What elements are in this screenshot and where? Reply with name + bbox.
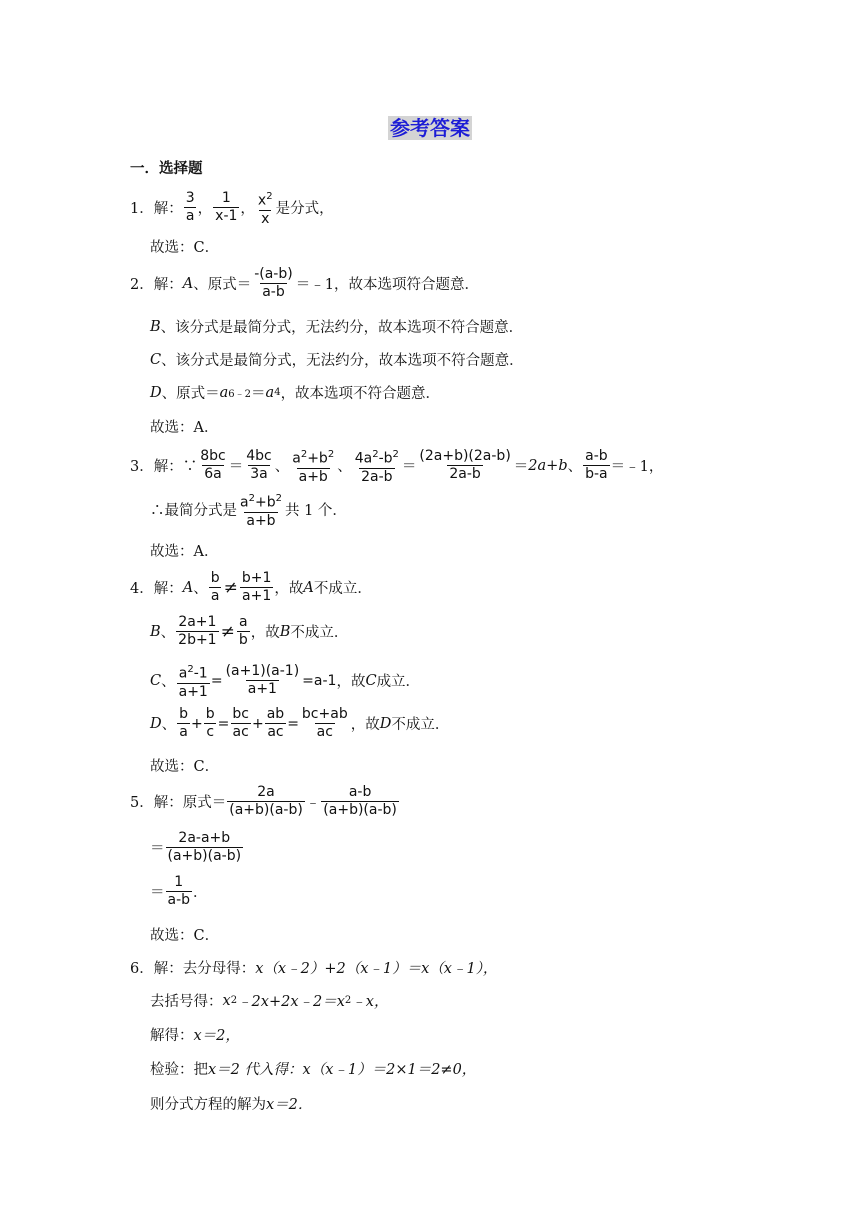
option-letter: A xyxy=(182,275,194,292)
denominator: c xyxy=(206,724,215,740)
exponent: 6﹣2 xyxy=(228,389,252,400)
minus: ﹣ xyxy=(305,795,321,811)
q6-line xyxy=(130,957,497,978)
result: 2a+b xyxy=(528,457,568,474)
exponent: 2 xyxy=(187,664,194,675)
q3-conclusion-suffix: 共 1 个． xyxy=(284,503,347,520)
step-label: 解得： xyxy=(150,1028,194,1044)
exponent: 4 xyxy=(274,387,281,398)
equals: ＝ xyxy=(150,841,165,857)
option-letter: C xyxy=(150,672,162,689)
fraction xyxy=(209,570,222,605)
numerator: b xyxy=(179,706,189,722)
denominator: (a+b)(a-b) xyxy=(229,802,303,818)
separator: 、 xyxy=(160,625,176,641)
q4-b-line xyxy=(150,614,348,649)
option-text: ，故本选项不符合题意． xyxy=(280,386,441,402)
q4-c-line xyxy=(150,661,420,701)
q5-step xyxy=(150,830,244,865)
numerator: 2a xyxy=(257,784,275,800)
option-text: ，故 xyxy=(350,717,380,733)
equals: = xyxy=(210,672,223,689)
result: =a-1 xyxy=(302,672,337,689)
q4-number: 4． xyxy=(130,581,154,597)
period: ． xyxy=(193,885,208,901)
equation: x＝2． xyxy=(266,1097,313,1113)
term: a xyxy=(240,494,249,511)
not-equal-symbol: ≠ xyxy=(223,577,238,598)
term: a xyxy=(292,450,301,467)
term: ﹣2x+2x﹣2＝x xyxy=(237,994,345,1010)
denominator: b xyxy=(238,632,248,648)
denominator: (a+b)(a-b) xyxy=(167,848,242,864)
exponent: 2 xyxy=(392,449,399,460)
denominator: 3a xyxy=(250,466,268,483)
exponent: 2 xyxy=(372,449,379,460)
plus: + xyxy=(191,715,203,732)
term: a xyxy=(178,665,188,682)
numerator: 2a+1 xyxy=(178,614,217,630)
option-letter: B xyxy=(150,623,161,640)
separator: 、 xyxy=(337,459,352,476)
option-text: 、原式＝ xyxy=(161,386,220,402)
q5-line xyxy=(130,784,400,819)
separator: 、 xyxy=(193,581,208,597)
fraction xyxy=(204,706,217,741)
option-letter: D xyxy=(379,715,392,732)
term: ﹣x， xyxy=(351,994,389,1010)
term: x xyxy=(222,992,231,1009)
exponent: 2 xyxy=(327,449,335,460)
not-equal-symbol: ≠ xyxy=(220,621,235,642)
q4-text: 不成立． xyxy=(313,581,372,597)
base: x xyxy=(257,192,267,209)
term: -b xyxy=(378,450,393,467)
option-text: 、该分式是最简分式，无法约分，故本选项不符合题意． xyxy=(160,320,524,336)
exponent: 2 xyxy=(230,995,238,1006)
q3-line xyxy=(130,446,663,486)
option-text: 成立． xyxy=(376,674,421,691)
numerator xyxy=(256,188,275,210)
numerator: a-b xyxy=(348,784,372,800)
step-label: 检验：把 xyxy=(150,1062,208,1078)
separator: 、 xyxy=(161,717,177,733)
option-text: ，故 xyxy=(250,625,280,641)
q2-text: 、原式＝ xyxy=(193,277,252,293)
denominator: ac xyxy=(232,724,249,740)
comma: ， xyxy=(240,201,255,218)
denominator: 2b+1 xyxy=(178,632,217,648)
fraction xyxy=(237,614,250,649)
equals: ＝ xyxy=(150,885,165,901)
q1-line xyxy=(130,188,334,228)
equals: = xyxy=(217,715,230,732)
numerator: (2a+b)(2a-b) xyxy=(419,448,511,465)
step-label: 则分式方程的解为 xyxy=(150,1097,266,1113)
denominator: 2a-b xyxy=(361,468,393,485)
q2-number: 2． xyxy=(130,277,154,293)
exponent: 2 xyxy=(266,191,273,202)
numerator: bc+ab xyxy=(301,706,348,722)
q3-answer: 故选：A． xyxy=(150,544,219,560)
denominator: a xyxy=(179,724,188,740)
q5-result xyxy=(150,874,208,909)
q3-suffix: ＝﹣1， xyxy=(610,459,664,476)
numerator: (a+1)(a-1) xyxy=(225,663,300,680)
q1-prefix: 解： xyxy=(153,201,183,218)
q6-step2 xyxy=(150,1024,240,1045)
q2-suffix: ＝﹣1，故本选项符合题意． xyxy=(295,277,479,293)
option-text: 不成立． xyxy=(290,625,349,641)
fraction xyxy=(321,784,399,819)
denominator: a+b xyxy=(246,512,276,529)
q6-step4 xyxy=(150,1093,312,1114)
equation: x＝2， xyxy=(193,1028,240,1044)
q6-step1 xyxy=(150,990,388,1011)
equation: x＝2 代入得：x（x﹣1）＝2×1＝2≠0， xyxy=(208,1062,477,1078)
q2-line xyxy=(130,266,479,301)
fraction xyxy=(252,266,295,301)
q4-line xyxy=(130,570,372,605)
separator: 、 xyxy=(274,459,290,476)
fraction xyxy=(176,614,218,649)
exponent: 2 xyxy=(275,493,282,504)
q4-prefix: 解： xyxy=(153,581,183,597)
equals: = xyxy=(287,715,299,732)
fraction xyxy=(166,830,244,865)
denominator: b-a xyxy=(585,466,608,483)
numerator: 1 xyxy=(174,874,184,890)
numerator xyxy=(353,446,401,468)
equals: ＝ xyxy=(228,459,244,476)
q1-number: 1． xyxy=(130,201,154,218)
q4-text: ，故 xyxy=(274,581,304,597)
equals: ＝ xyxy=(251,386,266,402)
denominator: a+1 xyxy=(247,681,277,698)
numerator: b+1 xyxy=(241,570,272,586)
q2-prefix: 解： xyxy=(153,277,183,293)
fraction xyxy=(240,570,274,605)
denominator: 2a-b xyxy=(449,466,481,483)
numerator xyxy=(290,446,336,468)
option-letter: D xyxy=(150,715,162,732)
term: -1 xyxy=(193,665,208,682)
option-letter: A xyxy=(303,579,314,596)
numerator: -(a-b) xyxy=(254,266,293,282)
q3-prefix: 解：∵ xyxy=(153,459,198,476)
term: 4a xyxy=(354,450,373,467)
denominator: x-1 xyxy=(215,208,238,225)
fraction xyxy=(290,446,336,486)
fraction xyxy=(224,663,302,698)
base: a xyxy=(219,384,229,401)
denominator: a-b xyxy=(167,892,191,908)
fraction xyxy=(583,448,610,483)
q5-prefix: 解：原式＝ xyxy=(153,795,227,811)
numerator: b xyxy=(205,706,215,722)
q2-c-line xyxy=(150,349,524,370)
q5-number: 5． xyxy=(130,795,154,811)
equals: ＝ xyxy=(513,459,529,476)
comma: ， xyxy=(197,201,213,218)
option-letter: A xyxy=(182,579,194,596)
fraction xyxy=(166,874,193,909)
exponent: 2 xyxy=(248,493,255,504)
page-title: 参考答案 xyxy=(390,116,470,140)
denominator: ac xyxy=(316,724,333,740)
option-letter: B xyxy=(150,318,161,335)
numerator: a-b xyxy=(585,448,608,465)
fraction xyxy=(177,706,190,741)
fraction xyxy=(265,706,286,741)
option-letter: D xyxy=(150,384,162,401)
q4-answer: 故选：C． xyxy=(150,759,220,775)
equals: ＝ xyxy=(401,459,417,476)
q5-answer: 故选：C． xyxy=(150,928,220,944)
numerator: 2a-a+b xyxy=(178,830,231,846)
fraction xyxy=(238,490,284,530)
term: +b xyxy=(307,450,328,467)
exponent: 2 xyxy=(344,995,352,1006)
plus: + xyxy=(251,715,264,732)
equation: x（x﹣2）+2（x﹣1）＝x（x﹣1）， xyxy=(255,961,498,977)
numerator: ab xyxy=(266,706,285,722)
denominator: ac xyxy=(267,724,284,740)
option-letter: C xyxy=(365,672,377,689)
numerator: 3 xyxy=(185,190,195,207)
fraction xyxy=(353,446,401,486)
fraction xyxy=(198,448,228,483)
numerator: a xyxy=(238,614,248,630)
numerator xyxy=(177,661,210,683)
numerator: b xyxy=(210,570,220,586)
fraction xyxy=(213,190,239,225)
denominator: a xyxy=(210,588,220,604)
q2-answer: 故选：A． xyxy=(150,420,219,436)
term: +b xyxy=(254,494,276,511)
q1-suffix: 是分式， xyxy=(275,201,334,218)
q6-step3 xyxy=(150,1058,476,1079)
numerator: bc xyxy=(232,706,249,722)
base: a xyxy=(265,384,275,401)
fraction xyxy=(184,190,197,225)
denominator: a-b xyxy=(262,284,285,300)
separator: 、 xyxy=(567,459,583,476)
option-letter: B xyxy=(279,623,291,640)
section-heading: 一．选择题 xyxy=(130,160,203,177)
denominator: 6a xyxy=(204,466,222,483)
denominator: a+1 xyxy=(178,683,208,700)
option-text: 、该分式是最简分式，无法约分，故本选项不符合题意． xyxy=(161,353,524,369)
option-letter: C xyxy=(150,351,162,368)
exponent: 2 xyxy=(300,449,308,460)
q2-d-line xyxy=(150,382,440,403)
numerator: 1 xyxy=(221,190,231,207)
step-label: 去括号得： xyxy=(150,994,223,1010)
fraction xyxy=(177,661,210,701)
denominator: (a+b)(a-b) xyxy=(323,802,397,818)
denominator: a xyxy=(185,208,195,225)
fraction xyxy=(227,784,305,819)
option-text: ，故 xyxy=(336,674,366,691)
numerator: 4bc xyxy=(246,448,272,465)
q4-d-line xyxy=(150,706,449,741)
fraction xyxy=(244,448,274,483)
q6-prefix: 解：去分母得： xyxy=(153,961,256,977)
fraction xyxy=(230,706,251,741)
denominator: a+b xyxy=(298,468,328,485)
separator: 、 xyxy=(161,674,176,691)
fraction xyxy=(300,706,350,741)
denominator: x xyxy=(261,210,270,227)
q2-b-line xyxy=(150,316,523,337)
q3-conclusion xyxy=(150,490,347,530)
q1-answer: 故选：C． xyxy=(150,240,220,256)
fraction xyxy=(256,188,275,228)
q3-number: 3． xyxy=(130,459,154,476)
fraction xyxy=(417,448,512,483)
q3-conclusion-text: ∴最简分式是 xyxy=(150,503,237,520)
numerator xyxy=(238,490,284,512)
denominator: a+1 xyxy=(242,588,272,604)
option-text: 不成立． xyxy=(391,717,450,733)
numerator: 8bc xyxy=(200,448,226,465)
q6-number: 6． xyxy=(130,961,154,977)
